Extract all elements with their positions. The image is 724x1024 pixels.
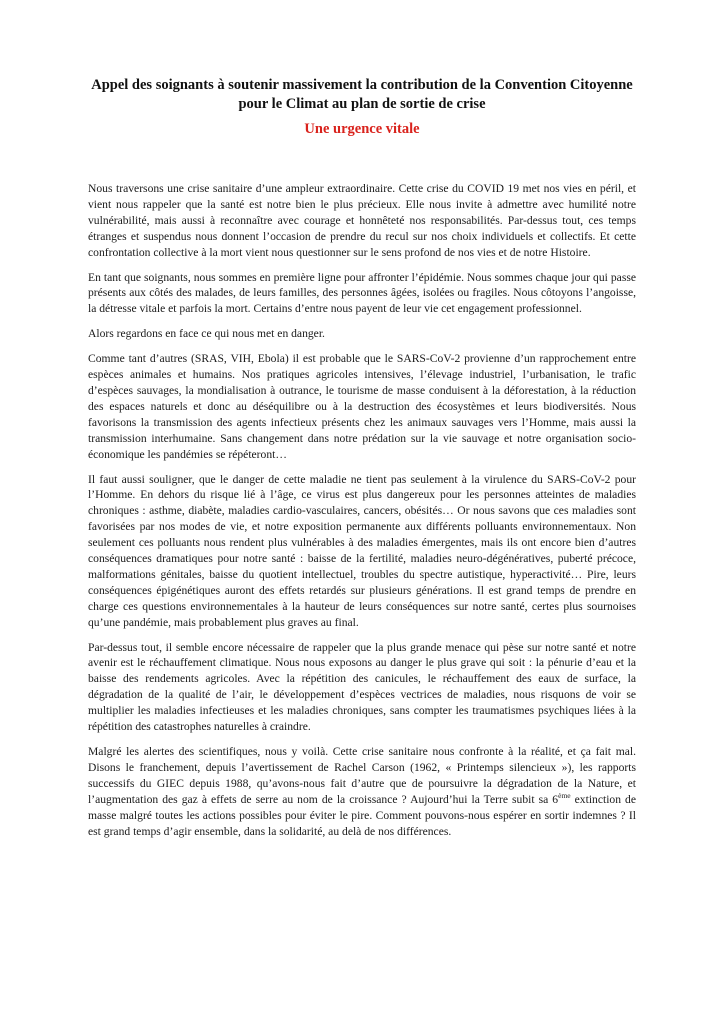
paragraph: Nous traversons une crise sanitaire d’une ampleur extraordinaire. Cette crise du COVID 19 met nos vies en péril, et vient nous rappeler que la santé est notre bien le plus précieux. Elle nous invite à admettre avec humilité notre vulnérabilité, mais aussi à reconnaître avec courage et honnêteté nos responsabilités. Par-dessus tout, ces temps étranges et suspendus nous donnent l’occasion de prendre du recul sur nos choix individuels et collectifs. Et cette confrontation collective à la mort vient nous questionner sur le sens profond de nos vies et de notre Histoire.: [88, 182, 636, 259]
document-page: [88, 76, 636, 848]
paragraph: En tant que soignants, nous sommes en première ligne pour affronter l’épidémie. Nous sommes chaque jour qui passe présents aux côtés des malades, de leurs familles, des personnes âgées, isolées ou fragiles. Nous côtoyons l’angoisse, la détresse vitale et parfois la mort. Certains d’entre nous payent de leur vie cet engagement professionnel.: [88, 270, 636, 316]
paragraph-last: [88, 744, 636, 839]
document-title: Appel des soignants à soutenir massivement la contribution de la Convention Citoyenne pour le Climat au plan de sortie de crise: [91, 77, 633, 112]
paragraph-text: extinction de masse malgré toutes les actions possibles pour éviter le pire. Comment pouvons-nous espérer en sortir indemnes ? Il est grand temps d’agir ensemble, dans la solidarité, au delà de nos différences.: [88, 792, 637, 838]
paragraph: Par-dessus tout, il semble encore nécessaire de rappeler que la plus grande menace qui pèse sur notre santé et notre avenir est le réchauffement climatique. Nous nous exposons au danger le plus grave qui soit : la pénurie d’eau et la baisse des rendements agricoles. Avec la répétition des canicules, le réchauffement des eaux de surface, la dégradation de la qualité de l’air, le développement d’espèces vectrices de maladies, nous risquons de voir se multiplier les maladies infectieuses et les maladies chroniques, sans compter les traumatismes psychiques liées à la répétition des catastrophes naturelles à craindre.: [88, 640, 636, 734]
ordinal-superscript: ème: [558, 790, 571, 800]
document-subtitle: Une urgence vitale: [304, 121, 420, 137]
paragraph: Comme tant d’autres (SRAS, VIH, Ebola) il est probable que le SARS-CoV-2 provienne d’un rapprochement entre espèces animales et humains. Nos pratiques agricoles intensives, l’élevage industriel, l’urbanisation, le trafic d’espèces sauvages, la mondialisation à outrance, le tourisme de masse conduisent à la déforestation, à la réduction des espaces naturels et donc au déséquilibre ou à la destruction des écosystèmes et leurs biodiversités. Nous favorisons la transmission des agents infectieux présents chez les animaux sauvages vers l’Homme, mais aussi la transmission interhumaine. Sans changement dans notre prédation sur la vie sauvage et notre organisation socio-économique les pandémies se répéteront…: [88, 352, 636, 461]
document-body: [88, 181, 636, 839]
paragraph-text: Malgré les alertes des scientifiques, nous y voilà. Cette crise sanitaire nous confronte à la réalité, et ça fait mal. Disons le franchement, depuis l’avertissement de Rachel Carson (1962, « Printemps silencieux »), les rapports successifs du GIEC depuis 1988, qu’avons-nous fait d’autre que de poursuivre la dégradation de la Nature, et l’augmentation des gaz à effets de serre au nom de la croissance ? Aujourd’hui la Terre subit sa 6: [88, 745, 636, 806]
paragraph: Il faut aussi souligner, que le danger de cette maladie ne tient pas seulement à la virulence du SARS-CoV-2 pour l’Homme. En dehors du risque lié à l’âge, ce virus est plus dangereux pour les personnes atteintes de maladies chroniques : asthme, diabète, maladies cardio-vasculaires, cancers, obésités… Or nous savons que ces maladies sont favorisées par nos modes de vie, et notre exposition permanente aux différents polluants environnementaux. Non seulement ces polluants nous rendent plus vulnérables à des maladies émergentes, mais ils ont encore bien d’autres conséquences dramatiques pour notre santé : baisse de la fertilité, maladies neuro-dégénératives, puberté précoce, malformations génitales, baisse du quotient intellectuel, troubles du spectre autistique, hyperactivité… Pire, leurs conséquences épigénétiques auront des effets retardés sur plusieurs générations. Il est grand temps de prendre en charge ces questions environnementales à la hauteur de leurs conséquences sur notre santé, certes plus sournoises qu’une pandémie, mais probablement plus graves au final.: [88, 472, 636, 629]
paragraph: Alors regardons en face ce qui nous met en danger.: [88, 327, 325, 341]
